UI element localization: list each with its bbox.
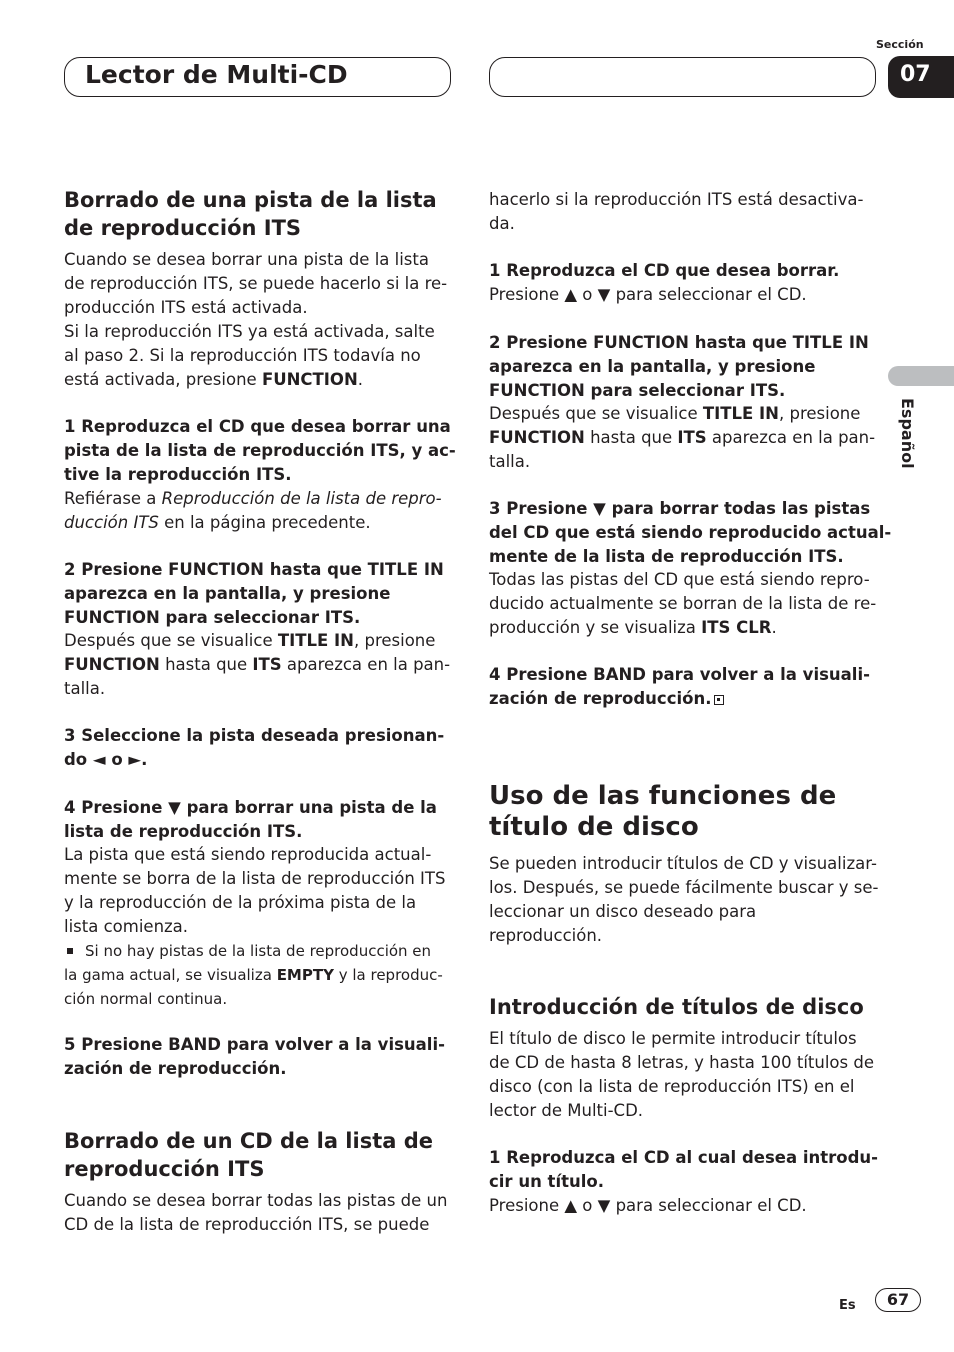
heading-uso-funciones: Uso de las funciones de xyxy=(489,781,837,811)
heading-uso-funciones-line2: título de disco xyxy=(489,812,699,842)
paragraph-line: disco (con la lista de reproducción ITS) en el xyxy=(489,1077,855,1096)
paragraph-line: los. Después, se puede fácilmente buscar y se- xyxy=(489,878,879,897)
step-4-title: 4 Presione BAND para volver a la visuali- xyxy=(489,665,870,684)
step-2-title: 2 Presione FUNCTION hasta que TITLE IN xyxy=(489,333,869,352)
step-3-title: 3 Seleccione la pista deseada presionan- xyxy=(64,726,445,745)
step-4-title-line2: lista de reproducción ITS. xyxy=(64,822,303,841)
paragraph-line: El título de disco le permite introducir títulos xyxy=(489,1029,857,1048)
step-4-title: 4 Presione ▼ para borrar una pista de la xyxy=(64,798,437,817)
paragraph-line: está activada, presione FUNCTION. xyxy=(64,370,364,389)
paragraph-line: Si la reproducción ITS ya está activada, salte xyxy=(64,322,435,341)
paragraph-line: Se pueden introducir títulos de CD y visualizar- xyxy=(489,854,877,873)
step-1-body: Refiérase a Reproducción de la lista de repro- xyxy=(64,489,442,508)
page-title: Lector de Multi-CD xyxy=(85,60,348,89)
paragraph-line: hacerlo si la reproducción ITS está desactiva- xyxy=(489,190,864,209)
step-2-title-line2: aparezca en la pantalla, y presione xyxy=(64,584,391,603)
language-tab xyxy=(888,366,954,386)
step-2-title: 2 Presione FUNCTION hasta que TITLE IN xyxy=(64,560,444,579)
step-2-title-line2: aparezca en la pantalla, y presione xyxy=(489,357,816,376)
heading-borrar-cd-line2: reproducción ITS xyxy=(64,1157,265,1181)
paragraph-line: Cuando se desea borrar una pista de la lista xyxy=(64,250,429,269)
step-1-body: Presione ▲ o ▼ para seleccionar el CD. xyxy=(489,285,807,304)
step-2-body: Después que se visualice TITLE IN, presione xyxy=(489,404,861,423)
step-3-body: ducido actualmente se borran de la lista de re- xyxy=(489,594,877,613)
step-4-title-line2: zación de reproducción. xyxy=(489,687,879,711)
note-line: Si no hay pistas de la lista de reproducción en xyxy=(64,939,454,963)
step-1-title: 1 Reproduzca el CD que desea borrar una xyxy=(64,417,451,436)
step-4-body: y la reproducción de la próxima pista de la xyxy=(64,893,417,912)
step-1-body-line2: ducción ITS en la página precedente. xyxy=(64,513,371,532)
end-mark-icon xyxy=(714,695,724,705)
paragraph-line: producción ITS está activada. xyxy=(64,298,308,317)
paragraph-line: al paso 2. Si la reproducción ITS todavía no xyxy=(64,346,421,365)
step-1-body: Presione ▲ o ▼ para seleccionar el CD. xyxy=(489,1196,807,1215)
heading-introduccion: Introducción de títulos de disco xyxy=(489,995,864,1019)
note-line: la gama actual, se visualiza EMPTY y la reproduc- xyxy=(64,966,443,984)
section-number-badge: 07 xyxy=(888,56,954,98)
paragraph-line: leccionar un disco deseado para xyxy=(489,902,757,921)
step-1-title: 1 Reproduzca el CD que desea borrar. xyxy=(489,261,840,280)
step-1-title-line3: tive la reproducción ITS. xyxy=(64,465,292,484)
step-2-body: Después que se visualice TITLE IN, presione xyxy=(64,631,436,650)
step-5-title: 5 Presione BAND para volver a la visuali- xyxy=(64,1035,445,1054)
step-2-title-line3: FUNCTION para seleccionar ITS. xyxy=(489,381,786,400)
paragraph-line: de reproducción ITS, se puede hacerlo si la re- xyxy=(64,274,448,293)
paragraph-line: da. xyxy=(489,214,515,233)
page-number: 67 xyxy=(875,1288,921,1312)
step-2-body-line3: talla. xyxy=(489,452,531,471)
step-2-body-line2: FUNCTION hasta que ITS aparezca en la pan- xyxy=(64,655,451,674)
header-title-box xyxy=(64,57,451,97)
step-3-title-line2: del CD que está siendo reproducido actual- xyxy=(489,523,892,542)
paragraph-line: Cuando se desea borrar todas las pistas de un xyxy=(64,1191,448,1210)
step-1-title-line2: cir un título. xyxy=(489,1172,604,1191)
step-3-title-line3: mente de la lista de reproducción ITS. xyxy=(489,547,844,566)
paragraph-line: de CD de hasta 8 letras, y hasta 100 títulos de xyxy=(489,1053,874,1072)
paragraph-line: reproducción. xyxy=(489,926,603,945)
step-2-title-line3: FUNCTION para seleccionar ITS. xyxy=(64,608,361,627)
paragraph-line: CD de la lista de reproducción ITS, se puede xyxy=(64,1215,430,1234)
section-label: Sección xyxy=(876,38,924,51)
step-3-title: 3 Presione ▼ para borrar todas las pistas xyxy=(489,499,871,518)
header-empty-box xyxy=(489,57,876,97)
heading-borrar-cd: Borrado de un CD de la lista de xyxy=(64,1129,433,1153)
step-2-body-line2: FUNCTION hasta que ITS aparezca en la pan- xyxy=(489,428,876,447)
step-4-body: mente se borra de la lista de reproducción ITS xyxy=(64,869,446,888)
step-1-title: 1 Reproduzca el CD al cual desea introdu- xyxy=(489,1148,879,1167)
paragraph-line: lector de Multi-CD. xyxy=(489,1101,644,1120)
step-2-body-line3: talla. xyxy=(64,679,106,698)
step-3-body: Todas las pistas del CD que está siendo repro- xyxy=(489,570,870,589)
language-label: Español xyxy=(898,398,917,469)
step-3-title-line2: do ◄ o ►. xyxy=(64,750,148,769)
step-1-title-line2: pista de la lista de reproducción ITS, y ac- xyxy=(64,441,456,460)
footer-language-code: Es xyxy=(839,1298,856,1313)
note-bullet-icon xyxy=(67,948,73,954)
step-4-body: lista comienza. xyxy=(64,917,189,936)
step-4-body: La pista que está siendo reproducida actual- xyxy=(64,845,432,864)
heading-borrar-pista: Borrado de una pista de la lista xyxy=(64,188,437,212)
step-5-title-line2: zación de reproducción. xyxy=(64,1059,287,1078)
step-3-body: producción y se visualiza ITS CLR. xyxy=(489,618,777,637)
heading-borrar-pista-line2: de reproducción ITS xyxy=(64,216,302,240)
note-line: ción normal continua. xyxy=(64,990,228,1008)
